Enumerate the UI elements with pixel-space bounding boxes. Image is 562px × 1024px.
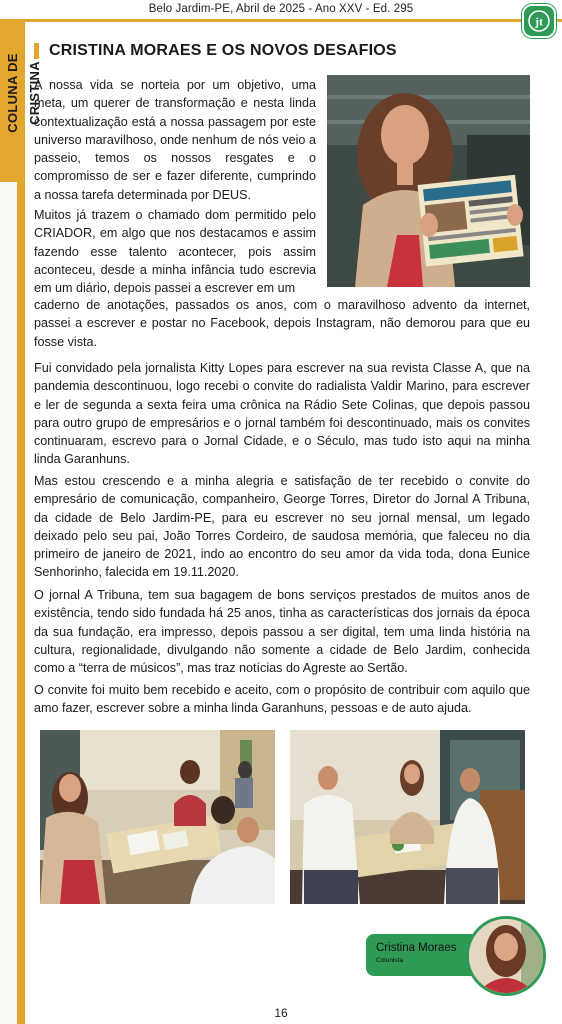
column-label: COLUNA DE CRISTINA xyxy=(5,53,42,133)
paragraph-2-continued: caderno de anotações, passados os anos, com o maravilhoso advento da internet, passei a escrever e postar no Facebook, depois Instagram, não demorou para que eu fosse vista. xyxy=(34,298,530,349)
paragraph-2: Muitos já trazem o chamado dom permitido pelo CRIADOR, em algo que nos destacamos e assim fazendo esse talento acontecer, pois assim aconteceu, desde a minha infância tudo escrevia em um diário, depois passei a escrever em um xyxy=(34,208,316,296)
logo-text: jt xyxy=(535,14,543,29)
edition-info: Belo Jardim-PE, Abril de 2025 - Ano XXV - Ed. 295 xyxy=(148,3,414,15)
logo-icon xyxy=(526,8,552,34)
title-row xyxy=(34,42,397,60)
author-role: Colunista xyxy=(376,957,404,964)
page-number: 16 xyxy=(274,1006,288,1020)
author-name: Cristina Moraes xyxy=(376,942,457,954)
paragraph-5: O jornal A Tribuna, tem sua bagagem de bons serviços prestados de muitos anos de existência, tendo sido fundada há 25 anos, tinha as características dos jornais da época da sua fundação, era impresso, depois passou a ser digital, tem uma linda história na cultura, regionalidade, divulgando não somente a cidade de Belo Jardim, conhecida como a “terra de músicos”, mas traz notícias do Agreste ao Sertão. xyxy=(34,588,530,676)
meeting-photo-right xyxy=(290,730,525,904)
paragraph-4: Mas estou crescendo e a minha alegria e satisfação de ter recebido o convite do empresário de comunicação, companheiro, George Torres, Diretor do Jornal A Tribuna, da cidade de Belo Jardim-PE, para eu escrever no seu jornal mensal, um legado deixado pelo seu pai, João Torres Cordeiro, de saudosa memória, que faleceu no dia primeiro de janeiro de 2021, indo ao encontro do seu amor da vida toda, dona Eunice Senhorinho, falecida em 19.11.2020. xyxy=(34,474,530,580)
paragraph-3: Fui convidado pela jornalista Kitty Lopes para escrever na sua revista Classe A, que na pandemia descontinuou, logo recebi o convite do radialista Valdir Marino, para escrever e ler de segunda a sexta feira uma crônica na Rádio Sete Colinas, que depois passou para outro grupo de empresários e o jornal também foi descontinuado, mais os convites continuaram, escrevo para o Jornal Cidade, e o Século, mas tudo isto aqui na minha linda Garanhuns. xyxy=(34,361,530,467)
header-rule xyxy=(0,19,562,22)
author-card xyxy=(366,934,482,976)
author-avatar xyxy=(466,916,546,996)
paragraph-1: A nossa vida se norteia por um objetivo, uma meta, um querer de transformação e nesta linda contextualização está a nossa passagem por este universo maravilhoso, onde nenhum de nós veio a passeio, temos os nossos resgates e o compromisso de ser e fazer diferente, cumprindo a nossa tarefa determinada por DEUS. xyxy=(34,78,316,202)
paragraph-6: O convite foi muito bem recebido e aceito, com o propósito de contribuir com aquilo que amo fazer, escrever sobre a minha linda Garanhuns, pessoas e de auto ajuda. xyxy=(34,683,530,716)
title-marker xyxy=(34,43,39,59)
article-title: CRISTINA MORAES E OS NOVOS DESAFIOS xyxy=(49,42,397,59)
newspaper-logo[interactable] xyxy=(522,4,556,38)
author-photo-newspaper xyxy=(327,75,530,287)
meeting-photo-left xyxy=(40,730,275,904)
side-rule xyxy=(17,180,25,1024)
